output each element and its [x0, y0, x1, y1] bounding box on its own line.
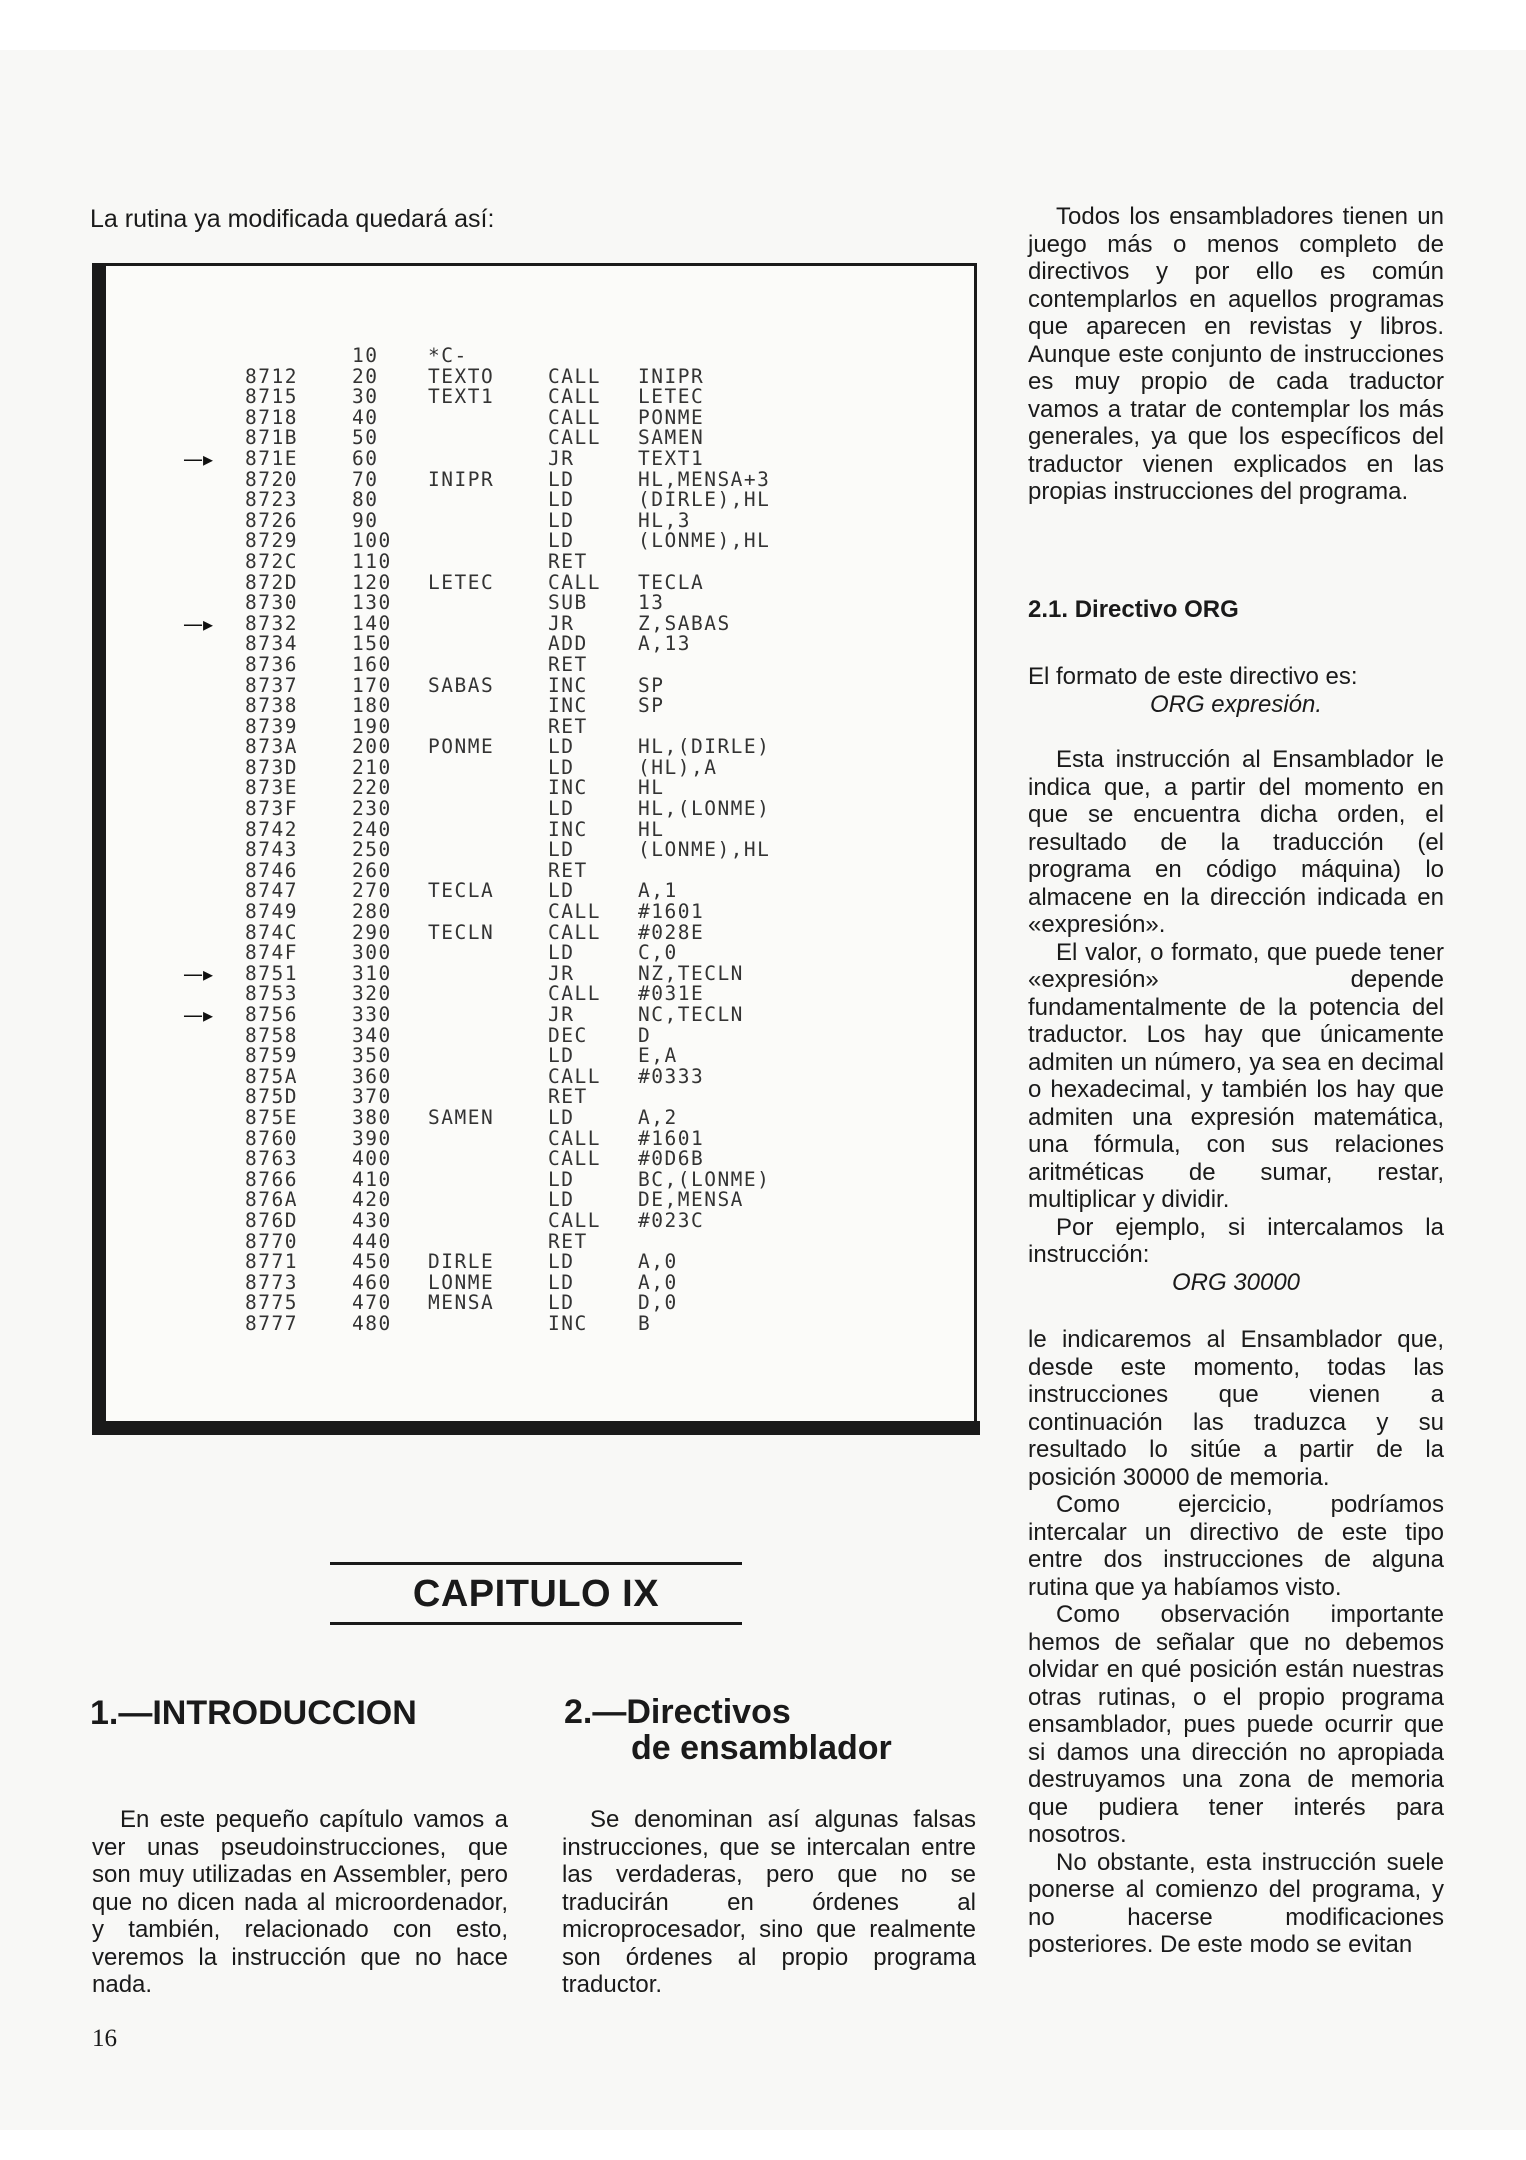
listing-address: 8734 [245, 632, 298, 656]
listing-opcode: LD [548, 1291, 575, 1315]
listing-line-number: 390 [352, 1126, 392, 1150]
listing-operand: HL [638, 776, 665, 800]
listing-address: 8739 [245, 714, 298, 738]
listing-operand: E,A [638, 1044, 678, 1068]
listing-line-number: 170 [352, 673, 392, 697]
listing-operand: LETEC [638, 385, 705, 409]
listing-address: 8742 [245, 817, 298, 841]
right-paragraph-1: Todos los ensambladores tienen un juego más o menos completo de directivos y por ello es común contemplarlos en aquellos programas que aparecen en revistas y libros. Aunque este conjunto de instrucciones es muy propio de cada traductor vamos a tratar de contemplar los más generales, ya que los específicos del traductor vienen explicados en las propias instrucciones del programa. [1028, 203, 1444, 505]
listing-line-number: 70 [352, 467, 379, 491]
listing-opcode: CALL [548, 920, 601, 944]
listing-operand: #0D6B [638, 1147, 705, 1171]
listing-opcode: LD [548, 879, 575, 903]
listing-line-number: 460 [352, 1270, 392, 1294]
listing-line-number: 100 [352, 529, 392, 553]
listing-address: 8743 [245, 838, 298, 862]
listing-label: SAMEN [428, 1105, 495, 1129]
listing-line-number: 190 [352, 714, 392, 738]
listing-address: 8777 [245, 1311, 298, 1335]
listing-address: 873A [245, 735, 298, 759]
listing-line-number: 210 [352, 755, 392, 779]
listing-operand: DE,MENSA [638, 1188, 744, 1212]
listing-opcode: INC [548, 694, 588, 718]
listing-opcode: RET [548, 652, 588, 676]
listing-operand: #031E [638, 982, 705, 1006]
listing-operand: (LONME),HL [638, 838, 771, 862]
listing-line-number: 130 [352, 591, 392, 615]
listing-operand: #023C [638, 1208, 705, 1232]
listing-opcode: INC [548, 1311, 588, 1335]
listing-address: 875D [245, 1085, 298, 1109]
listing-address: 8753 [245, 982, 298, 1006]
listing-operand: D,0 [638, 1291, 678, 1315]
arrow-marker-icon: —▸ [183, 961, 214, 986]
listing-label: TEXT1 [428, 385, 495, 409]
listing-line-number: 260 [352, 858, 392, 882]
listing-opcode: LD [548, 1167, 575, 1191]
listing-address: 876D [245, 1208, 298, 1232]
listing-operand: SAMEN [638, 426, 705, 450]
listing-line-number: 140 [352, 611, 392, 635]
listing-address: 8747 [245, 879, 298, 903]
listing-opcode: RET [548, 714, 588, 738]
listing-line-number: 20 [352, 364, 379, 388]
directives-paragraph: Se denominan así algunas falsas instrucciones, que se intercalan entre las verdaderas, pero que no se traducirán en órdenes al microprocesador, sino que realmente son órdenes al propio programa traductor. [562, 1806, 976, 1998]
listing-label: SABAS [428, 673, 495, 697]
listing-opcode: LD [548, 508, 575, 532]
listing-opcode: LD [548, 755, 575, 779]
listing-operand: INIPR [638, 364, 705, 388]
listing-line-number: 180 [352, 694, 392, 718]
listing-opcode: LD [548, 797, 575, 821]
listing-opcode: JR [548, 611, 575, 635]
listing-address: 8758 [245, 1023, 298, 1047]
listing-line-number: 230 [352, 797, 392, 821]
listing-operand: #028E [638, 920, 705, 944]
listing-line-number: 120 [352, 570, 392, 594]
listing-label: PONME [428, 735, 495, 759]
format-intro: El formato de este directivo es: [1028, 663, 1358, 690]
listing-operand: PONME [638, 405, 705, 429]
listing-address: 873D [245, 755, 298, 779]
listing-opcode: LD [548, 1270, 575, 1294]
listing-label: MENSA [428, 1291, 495, 1315]
listing-address: 8730 [245, 591, 298, 615]
listing-address: 8770 [245, 1229, 298, 1253]
listing-opcode: RET [548, 1229, 588, 1253]
listing-operand: SP [638, 673, 665, 697]
listing-opcode: LD [548, 1044, 575, 1068]
listing-opcode: JR [548, 446, 575, 470]
listing-operand: A,2 [638, 1105, 678, 1129]
listing-line-number: 60 [352, 446, 379, 470]
listing-address: 873E [245, 776, 298, 800]
listing-opcode: INC [548, 776, 588, 800]
arrow-marker-icon: —▸ [183, 446, 214, 471]
listing-line-number: 320 [352, 982, 392, 1006]
listing-opcode: LD [548, 838, 575, 862]
code-listing-box [95, 263, 977, 1421]
section-title-org: 2.1. Directivo ORG [1028, 595, 1239, 623]
listing-operand: TEXT1 [638, 446, 705, 470]
listing-address: 8729 [245, 529, 298, 553]
listing-label: TECLN [428, 920, 495, 944]
listing-line-number: 290 [352, 920, 392, 944]
listing-opcode: CALL [548, 982, 601, 1006]
listing-operand: B [638, 1311, 652, 1335]
listing-opcode: LD [548, 529, 575, 553]
listing-opcode: CALL [548, 364, 601, 388]
listing-operand: HL [638, 817, 665, 841]
intro-column [92, 1806, 508, 1999]
listing-address: 8760 [245, 1126, 298, 1150]
listing-line-number: 410 [352, 1167, 392, 1191]
listing-address: 8718 [245, 405, 298, 429]
listing-line-number: 470 [352, 1291, 392, 1315]
listing-line-number: 420 [352, 1188, 392, 1212]
listing-opcode: LD [548, 735, 575, 759]
right-paragraph-7: Como observación importante hemos de señalar que no debemos olvidar en qué posición están nuestras otras rutinas, o el propio programa ensamblador, pues puede ocurrir que si damos una dirección no apropiada destruyamos una zona de memoria que pudiera tener interés para nosotros. [1028, 1601, 1444, 1848]
listing-line-number: 30 [352, 385, 379, 409]
listing-operand: C,0 [638, 941, 678, 965]
listing-opcode: LD [548, 1188, 575, 1212]
listing-line-number: 380 [352, 1105, 392, 1129]
listing-address: 8746 [245, 858, 298, 882]
listing-opcode: RET [548, 858, 588, 882]
directives-heading-line1: 2.—Directivos [564, 1693, 791, 1731]
listing-label: TECLA [428, 879, 495, 903]
listing-opcode: CALL [548, 900, 601, 924]
listing-opcode: LD [548, 467, 575, 491]
listing-opcode: ADD [548, 632, 588, 656]
listing-operand: #1601 [638, 900, 705, 924]
listing-operand: 13 [638, 591, 665, 615]
listing-operand: BC,(LONME) [638, 1167, 771, 1191]
listing-operand: (LONME),HL [638, 529, 771, 553]
listing-operand: A,0 [638, 1270, 678, 1294]
listing-line-number: 330 [352, 1003, 392, 1026]
listing-address: 8726 [245, 508, 298, 532]
listing-line-number: 200 [352, 735, 392, 759]
right-paragraph-4: Por ejemplo, si intercalamos la instrucción: [1028, 1213, 1444, 1268]
listing-label: LETEC [428, 570, 495, 594]
listing-label: LONME [428, 1270, 495, 1294]
listing-address: 8723 [245, 488, 298, 512]
listing-address: 8751 [245, 961, 298, 985]
listing-opcode: CALL [548, 1208, 601, 1232]
right-paragraph-6: Como ejercicio, podríamos intercalar un directivo de este tipo entre dos instrucciones de alguna rutina que ya habíamos visto. [1028, 1491, 1444, 1601]
arrow-marker-icon: —▸ [183, 1003, 214, 1027]
intro-heading: 1.—INTRODUCCION [90, 1694, 417, 1732]
listing-opcode: CALL [548, 385, 601, 409]
listing-line-number: 300 [352, 941, 392, 965]
listing-address: 8773 [245, 1270, 298, 1294]
listing-address: 876A [245, 1188, 298, 1212]
org-example: ORG 30000 [1171, 1268, 1301, 1296]
listing-opcode: CALL [548, 570, 601, 594]
listing-address: 8732 [245, 611, 298, 635]
listing-line-number: 440 [352, 1229, 392, 1253]
listing-operand: A,13 [638, 632, 691, 656]
listing-address: 8712 [245, 364, 298, 388]
listing-operand: HL,3 [638, 508, 691, 532]
listing-label: DIRLE [428, 1250, 495, 1274]
listing-address: 871E [245, 446, 298, 470]
listing-operand: #0333 [638, 1064, 705, 1088]
listing-address: 8759 [245, 1044, 298, 1068]
listing-address: 8771 [245, 1250, 298, 1274]
listing-address: 8720 [245, 467, 298, 491]
listing-label: TEXTO [428, 364, 495, 388]
listing-operand: A,1 [638, 879, 678, 903]
listing-opcode: JR [548, 1003, 575, 1026]
listing-opcode: CALL [548, 405, 601, 429]
listing-line-number: 400 [352, 1147, 392, 1171]
listing-address: 8775 [245, 1291, 298, 1315]
listing-line-number: 430 [352, 1208, 392, 1232]
listing-address: 8763 [245, 1147, 298, 1171]
chapter-title: CAPITULO IX [412, 1573, 660, 1615]
listing-operand: HL,(DIRLE) [638, 735, 771, 759]
listing-line-number: 280 [352, 900, 392, 924]
listing-opcode: CALL [548, 1147, 601, 1171]
listing-opcode: INC [548, 673, 588, 697]
listing-line-number: 90 [352, 508, 379, 532]
listing-address: 8749 [245, 900, 298, 924]
listing-address: 875A [245, 1064, 298, 1088]
listing-line-number: 270 [352, 879, 392, 903]
right-column [1028, 203, 1444, 1959]
listing-operand: #1601 [638, 1126, 705, 1150]
listing-operand: D [638, 1023, 652, 1047]
right-paragraph-5: le indicaremos al Ensamblador que, desde este momento, todas las instrucciones que vienen a continuación las traduzca y su resultado lo sitúe a partir de la posición 30000 de memoria. [1028, 1326, 1444, 1491]
right-paragraph-3: El valor, o formato, que puede tener «expresión» depende fundamentalmente de la potencia del traductor. Los hay que únicamente admiten un número, ya sea en decimal o hexadecimal, y también los hay que admiten una expresión matemática, una fórmula, con sus relaciones aritméticas de sumar, restar, multiplicar y dividir. [1028, 938, 1444, 1213]
listing-line-number: 360 [352, 1064, 392, 1088]
listing-operand: (DIRLE),HL [638, 488, 771, 512]
listing-address: 873F [245, 797, 298, 821]
arrow-marker-icon: —▸ [183, 611, 214, 636]
listing-line-number: 240 [352, 817, 392, 841]
chapter-rule-top [330, 1562, 742, 1565]
listing-address: 871B [245, 426, 298, 450]
listing-address: 8738 [245, 694, 298, 718]
right-paragraph-8: No obstante, esta instrucción suele ponerse al comienzo del programa, y no hacerse modificaciones posteriores. De este modo se evitan [1028, 1848, 1444, 1958]
listing-line-number: 220 [352, 776, 392, 800]
listing-opcode: CALL [548, 426, 601, 450]
directives-column [562, 1806, 976, 1999]
listing-operand: SP [638, 694, 665, 718]
listing-line-number: 250 [352, 838, 392, 862]
listing-line-number: 110 [352, 549, 392, 573]
intro-paragraph: En este pequeño capítulo vamos a ver unas pseudoinstrucciones, que son muy utilizadas en Assembler, pero que no dicen nada al microordenador, y también, relacionado con esto, veremos la instrucción que no hace nada. [92, 1806, 508, 1998]
listing-line-number: 310 [352, 961, 392, 985]
listing-opcode: LD [548, 1250, 575, 1274]
listing-operand: HL,(LONME) [638, 797, 771, 821]
listing-line-number: 50 [352, 426, 379, 450]
listing-opcode: LD [548, 488, 575, 512]
listing-address: 874F [245, 941, 298, 965]
listing-label: *C- [428, 344, 468, 367]
listing-address: 8715 [245, 385, 298, 409]
listing-line-number: 80 [352, 488, 379, 512]
right-paragraph-2: Esta instrucción al Ensamblador le indica que, a partir del momento en que se encuentra dicha orden, el resultado de la traducción (el programa en código máquina) lo almacene en la dirección indicada en «expresión». [1028, 746, 1444, 938]
listing-line-number: 340 [352, 1023, 392, 1047]
listing-operand: HL,MENSA+3 [638, 467, 771, 491]
listing-line-number: 40 [352, 405, 379, 429]
listing-opcode: RET [548, 1085, 588, 1109]
listing-opcode: SUB [548, 591, 588, 615]
listing-line-number: 450 [352, 1250, 392, 1274]
listing-line-number: 160 [352, 652, 392, 676]
listing-opcode: INC [548, 817, 588, 841]
listing-address: 8737 [245, 673, 298, 697]
listing-operand: NC,TECLN [638, 1003, 744, 1026]
listing-intro-text: La rutina ya modificada quedará así: [90, 205, 495, 233]
listing-operand: Z,SABAS [638, 611, 731, 635]
listing-line-number: 350 [352, 1044, 392, 1068]
page-number: 16 [92, 2025, 117, 2052]
listing-opcode: RET [548, 549, 588, 573]
listing-address: 874C [245, 920, 298, 944]
listing-opcode: LD [548, 941, 575, 965]
listing-opcode: CALL [548, 1126, 601, 1150]
listing-operand: TECLA [638, 570, 705, 594]
listing-operand: NZ,TECLN [638, 961, 744, 985]
listing-address: 875E [245, 1105, 298, 1129]
listing-address: 8736 [245, 652, 298, 676]
listing-address: 872D [245, 570, 298, 594]
listing-line-number: 10 [352, 344, 379, 367]
listing-address: 872C [245, 549, 298, 573]
listing-line-number: 480 [352, 1311, 392, 1335]
listing-opcode: JR [548, 961, 575, 985]
listing-address: 8766 [245, 1167, 298, 1191]
listing-label: INIPR [428, 467, 495, 491]
listing-address: 8756 [245, 1003, 298, 1026]
listing-operand: (HL),A [638, 755, 718, 779]
format-expression: ORG expresión. [1149, 690, 1323, 718]
listing-opcode: DEC [548, 1023, 588, 1047]
directives-heading [564, 1694, 892, 1766]
listing-opcode: LD [548, 1105, 575, 1129]
listing-line-number: 370 [352, 1085, 392, 1109]
listing-opcode: CALL [548, 1064, 601, 1088]
listing-line-number: 150 [352, 632, 392, 656]
listing-operand: A,0 [638, 1250, 678, 1274]
directives-heading-line2: de ensamblador [631, 1729, 892, 1767]
chapter-rule-bottom [330, 1622, 742, 1625]
